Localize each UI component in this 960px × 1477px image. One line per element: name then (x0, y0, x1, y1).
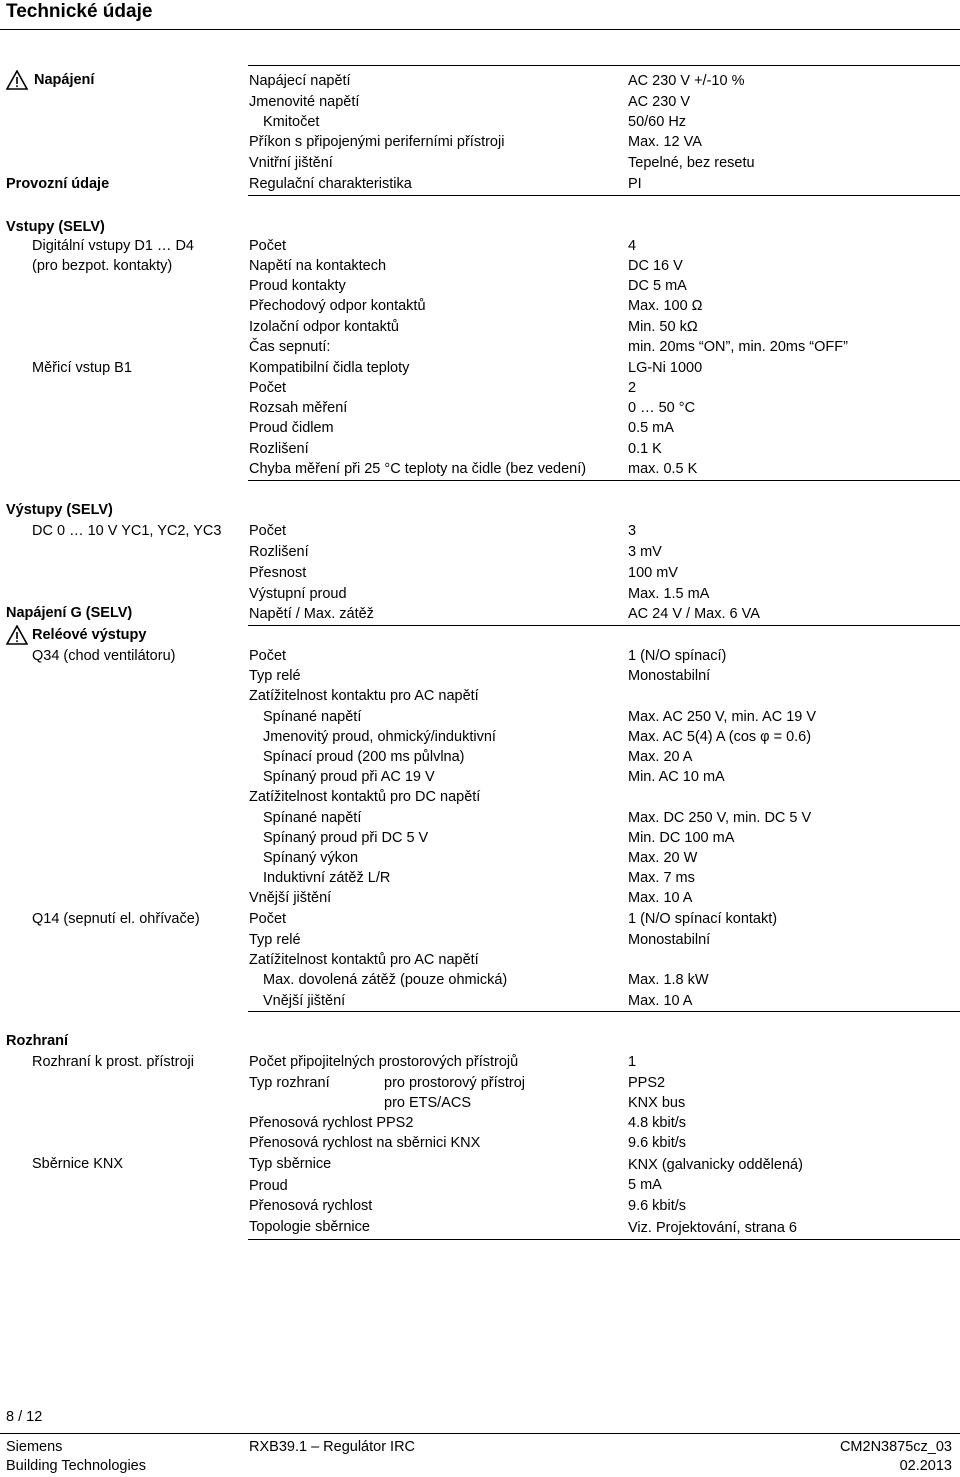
section-vstupy: Vstupy (SELV) (6, 219, 105, 235)
row-value: 1 (628, 1054, 637, 1070)
row-value: min. 20ms “ON”, min. 20ms “OFF” (628, 339, 848, 355)
row-label: Počet (249, 523, 287, 539)
row-label: Spínané napětí (263, 709, 362, 725)
row-label: Počet (249, 380, 287, 396)
section-napajeni-g: Napájení G (SELV) (6, 605, 133, 621)
row-value: Max. AC 250 V, min. AC 19 V (628, 709, 817, 725)
row-label: Přenosová rychlost PPS2 (249, 1115, 414, 1131)
row-value: Max. 1.5 mA (628, 586, 710, 602)
section-releove-vystupy: Reléové výstupy (32, 627, 147, 643)
row-label: Příkon s připojenými periferními přístroji (249, 134, 505, 150)
row-label: Typ relé (249, 932, 301, 948)
row-label: Proud kontakty (249, 278, 346, 294)
row-value: 0.5 mA (628, 420, 674, 436)
row-value: 5 mA (628, 1177, 662, 1193)
row-label: Přesnost (249, 565, 307, 581)
row-label: Kmitočet (263, 114, 320, 130)
footer-division: Building Technologies (6, 1458, 147, 1474)
row-label: Rozsah měření (249, 400, 348, 416)
row-label: Zatížitelnost kontaktů pro AC napětí (249, 952, 479, 968)
warning-icon (6, 625, 28, 645)
row-value: Viz. Projektování, strana 6 (628, 1220, 797, 1236)
section-rozhrani: Rozhraní (6, 1033, 69, 1049)
row-value: 3 (628, 523, 637, 539)
row-value: 0.1 K (628, 441, 662, 457)
row-label: Spínaný proud při DC 5 V (263, 830, 429, 846)
row-label: Vnitřní jištění (249, 155, 333, 171)
row-value: 3 mV (628, 544, 662, 560)
row-value: DC 16 V (628, 258, 683, 274)
row-value: 2 (628, 380, 637, 396)
row-label: Zatížitelnost kontaktů pro DC napětí (249, 789, 481, 805)
section-napajeni: Napájení (34, 72, 95, 88)
row-label: Napětí na kontaktech (249, 258, 387, 274)
row-label: Jmenovitý proud, ohmický/induktivní (263, 729, 496, 745)
row-label: Jmenovité napětí (249, 94, 360, 110)
group-q34: Q34 (chod ventilátoru) (32, 648, 176, 664)
row-value: Max. AC 5(4) A (cos φ = 0.6) (628, 729, 812, 745)
row-label: Typ sběrnice (249, 1156, 332, 1172)
row-label: Topologie sběrnice (249, 1219, 370, 1235)
row-value: Tepelné, bez resetu (628, 155, 755, 171)
row-sublabel: pro ETS/ACS (384, 1095, 472, 1111)
section-rule (248, 65, 960, 66)
footer-doc-id: CM2N3875cz_03 (839, 1439, 952, 1455)
row-value: Monostabilní (628, 932, 711, 948)
title-rule (0, 29, 960, 30)
row-label: Počet (249, 648, 287, 664)
group-merici-vstup: Měřicí vstup B1 (32, 360, 132, 376)
row-label: Proud (249, 1178, 288, 1194)
row-label: Spínaný proud při AC 19 V (263, 769, 435, 785)
row-label: Vnější jištění (249, 890, 332, 906)
row-label: Přenosová rychlost na sběrnici KNX (249, 1135, 481, 1151)
row-value: Max. 20 A (628, 749, 693, 765)
row-value: Max. 10 A (628, 993, 693, 1009)
row-value: Min. DC 100 mA (628, 830, 735, 846)
row-value: 9.6 kbit/s (628, 1135, 687, 1151)
footer-date: 02.2013 (899, 1458, 952, 1474)
row-value: Max. 7 ms (628, 870, 695, 886)
row-label: Počet (249, 238, 287, 254)
footer-rule (0, 1433, 960, 1434)
row-label: Přechodový odpor kontaktů (249, 298, 426, 314)
row-label: Rozlišení (249, 544, 309, 560)
warning-icon (6, 70, 28, 90)
row-label: Napájecí napětí (249, 73, 351, 89)
row-label: Typ relé (249, 668, 301, 684)
section-rule (248, 480, 960, 481)
row-value: AC 24 V / Max. 6 VA (628, 606, 760, 622)
row-label: Spínací proud (200 ms půlvlna) (263, 749, 465, 765)
group-digitalni-vstupy: Digitální vstupy D1 … D4 (32, 238, 194, 254)
row-value: Max. 100 Ω (628, 298, 703, 314)
row-value: 0 … 50 °C (628, 400, 696, 416)
row-label: Spínaný výkon (263, 850, 359, 866)
row-label: Výstupní proud (249, 586, 347, 602)
row-label: Zatížitelnost kontaktu pro AC napětí (249, 688, 479, 704)
row-value: Max. DC 250 V, min. DC 5 V (628, 810, 812, 826)
row-value: KNX (galvanicky oddělená) (628, 1157, 803, 1173)
row-value: Max. 12 VA (628, 134, 702, 150)
row-label: Napětí / Max. zátěž (249, 606, 374, 622)
row-value: 1 (N/O spínací kontakt) (628, 911, 778, 927)
row-label: Typ rozhraní (249, 1075, 330, 1091)
row-value: 50/60 Hz (628, 114, 687, 130)
row-value: 9.6 kbit/s (628, 1198, 687, 1214)
row-label: Vnější jištění (263, 993, 346, 1009)
row-value: Max. 10 A (628, 890, 693, 906)
footer-company: Siemens (6, 1439, 63, 1455)
row-value: Monostabilní (628, 668, 711, 684)
row-label: Počet (249, 911, 287, 927)
group-pro-bezpot: (pro bezpot. kontakty) (32, 258, 173, 274)
row-value: AC 230 V +/-10 % (628, 73, 745, 89)
section-rule (248, 625, 960, 626)
row-value: PI (628, 176, 642, 192)
row-label: Rozlišení (249, 441, 309, 457)
footer-product: RXB39.1 – Regulátor IRC (249, 1439, 416, 1455)
row-value: max. 0.5 K (628, 461, 698, 477)
row-value: 4.8 kbit/s (628, 1115, 687, 1131)
row-value: DC 5 mA (628, 278, 687, 294)
row-sublabel: pro prostorový přístroj (384, 1075, 526, 1091)
row-value: Max. 20 W (628, 850, 698, 866)
row-value: LG-Ni 1000 (628, 360, 703, 376)
row-label: Induktivní zátěž L/R (263, 870, 391, 886)
row-label: Regulační charakteristika (249, 176, 412, 192)
page-number: 8 / 12 (6, 1409, 43, 1425)
row-value: 100 mV (628, 565, 678, 581)
row-value: Min. 50 kΩ (628, 319, 698, 335)
section-provozni-udaje: Provozní údaje (6, 176, 110, 192)
section-rule (248, 195, 960, 196)
page-title: Technické údaje (6, 1, 153, 22)
row-label: Proud čidlem (249, 420, 334, 436)
row-value: AC 230 V (628, 94, 691, 110)
row-value: PPS2 (628, 1075, 666, 1091)
row-label: Kompatibilní čidla teploty (249, 360, 410, 376)
group-rozhrani-k-prost: Rozhraní k prost. přístroji (32, 1054, 194, 1070)
row-label: Čas sepnutí: (249, 339, 331, 355)
row-label: Přenosová rychlost (249, 1198, 373, 1214)
group-sbernice-knx: Sběrnice KNX (32, 1156, 124, 1172)
row-value: Min. AC 10 mA (628, 769, 725, 785)
section-rule (248, 1011, 960, 1012)
row-value: 1 (N/O spínací) (628, 648, 727, 664)
section-rule (248, 1239, 960, 1240)
row-value: 4 (628, 238, 637, 254)
row-label: Spínané napětí (263, 810, 362, 826)
row-value: Max. 1.8 kW (628, 972, 709, 988)
row-label: Počet připojitelných prostorových přístrojů (249, 1054, 519, 1070)
section-vystupy: Výstupy (SELV) (6, 502, 113, 518)
row-value: KNX bus (628, 1095, 686, 1111)
row-label: Chyba měření při 25 °C teploty na čidle (bez vedení) (249, 461, 587, 477)
group-dc-0-10: DC 0 … 10 V YC1, YC2, YC3 (32, 523, 222, 539)
row-label: Max. dovolená zátěž (pouze ohmická) (263, 972, 508, 988)
row-label: Izolační odpor kontaktů (249, 319, 399, 335)
group-q14: Q14 (sepnutí el. ohřívače) (32, 911, 200, 927)
